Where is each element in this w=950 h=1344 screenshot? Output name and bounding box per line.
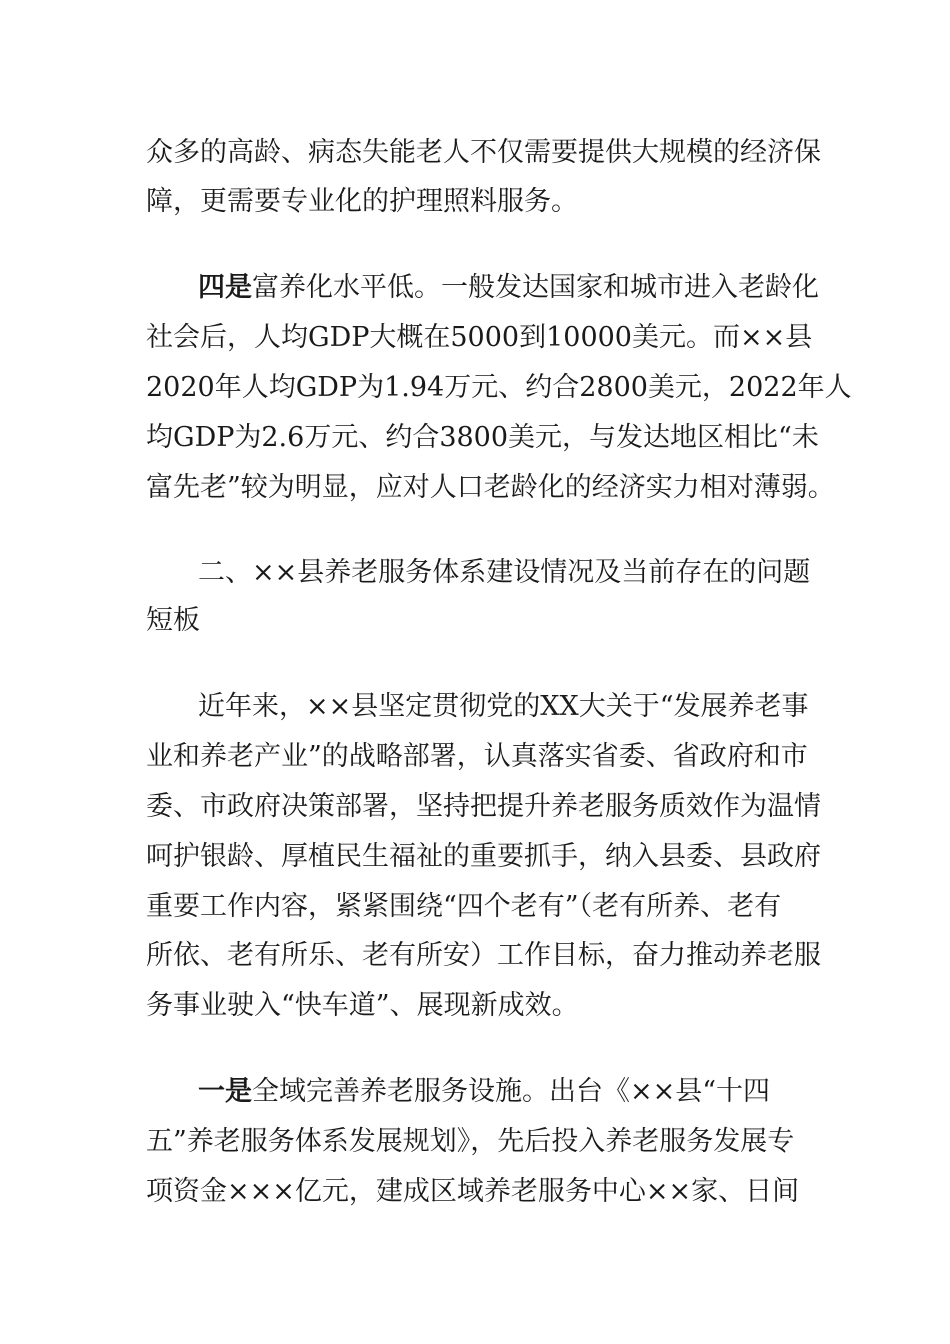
para3-line-6: 所依、老有所乐、老有所安）工作目标，奋力推动养老服 — [146, 940, 821, 971]
para2-line-1 — [0, 270, 950, 306]
para4-line-3: 项资金×××亿元，建成区域养老服务中心××家、日间 — [146, 1176, 800, 1207]
para3-line-7: 务事业驶入“快车道”、展现新成效。 — [146, 990, 579, 1021]
para2-first-rest: 富养化水平低。一般发达国家和城市进入老龄化 — [252, 272, 819, 303]
para3-line-4: 呵护银龄、厚植民生福祉的重要抓手，纳入县委、县政府 — [146, 841, 821, 872]
section-heading-line-1: 二、××县养老服务体系建设情况及当前存在的问题 — [198, 557, 811, 588]
para1-line-2: 障，更需要专业化的护理照料服务。 — [146, 186, 578, 217]
para4-first-rest: 全域完善养老服务设施。出台《××县“十四 — [252, 1076, 771, 1107]
para3-line-5: 重要工作内容，紧紧围绕“四个老有”（老有所养、老有 — [146, 891, 782, 922]
para2-line-4: 均GDP为2.6万元、约合3800美元，与发达地区相比“未 — [146, 422, 819, 453]
para2-lead: 四是 — [198, 272, 252, 303]
section-heading-line-2: 短板 — [146, 605, 200, 636]
para3-line-1: 近年来，××县坚定贯彻党的XX大关于“发展养老事 — [198, 691, 809, 722]
para3-line-2: 业和养老产业”的战略部署，认真落实省委、省政府和市 — [146, 741, 808, 772]
para4-line-2: 五”养老服务体系发展规划》，先后投入养老服务发展专 — [146, 1126, 795, 1157]
para4-line-1 — [0, 1074, 950, 1110]
para2-line-5: 富先老”较为明显，应对人口老龄化的经济实力相对薄弱。 — [146, 472, 835, 503]
para2-line-2: 社会后，人均GDP大概在5000到10000美元。而××县 — [146, 322, 813, 353]
para1-line-1: 众多的高龄、病态失能老人不仅需要提供大规模的经济保 — [146, 137, 821, 168]
para4-lead: 一是 — [198, 1076, 252, 1107]
para3-line-3: 委、市政府决策部署，坚持把提升养老服务质效作为温情 — [146, 791, 821, 822]
para2-line-3: 2020年人均GDP为1.94万元、约合2800美元，2022年人 — [146, 372, 852, 403]
